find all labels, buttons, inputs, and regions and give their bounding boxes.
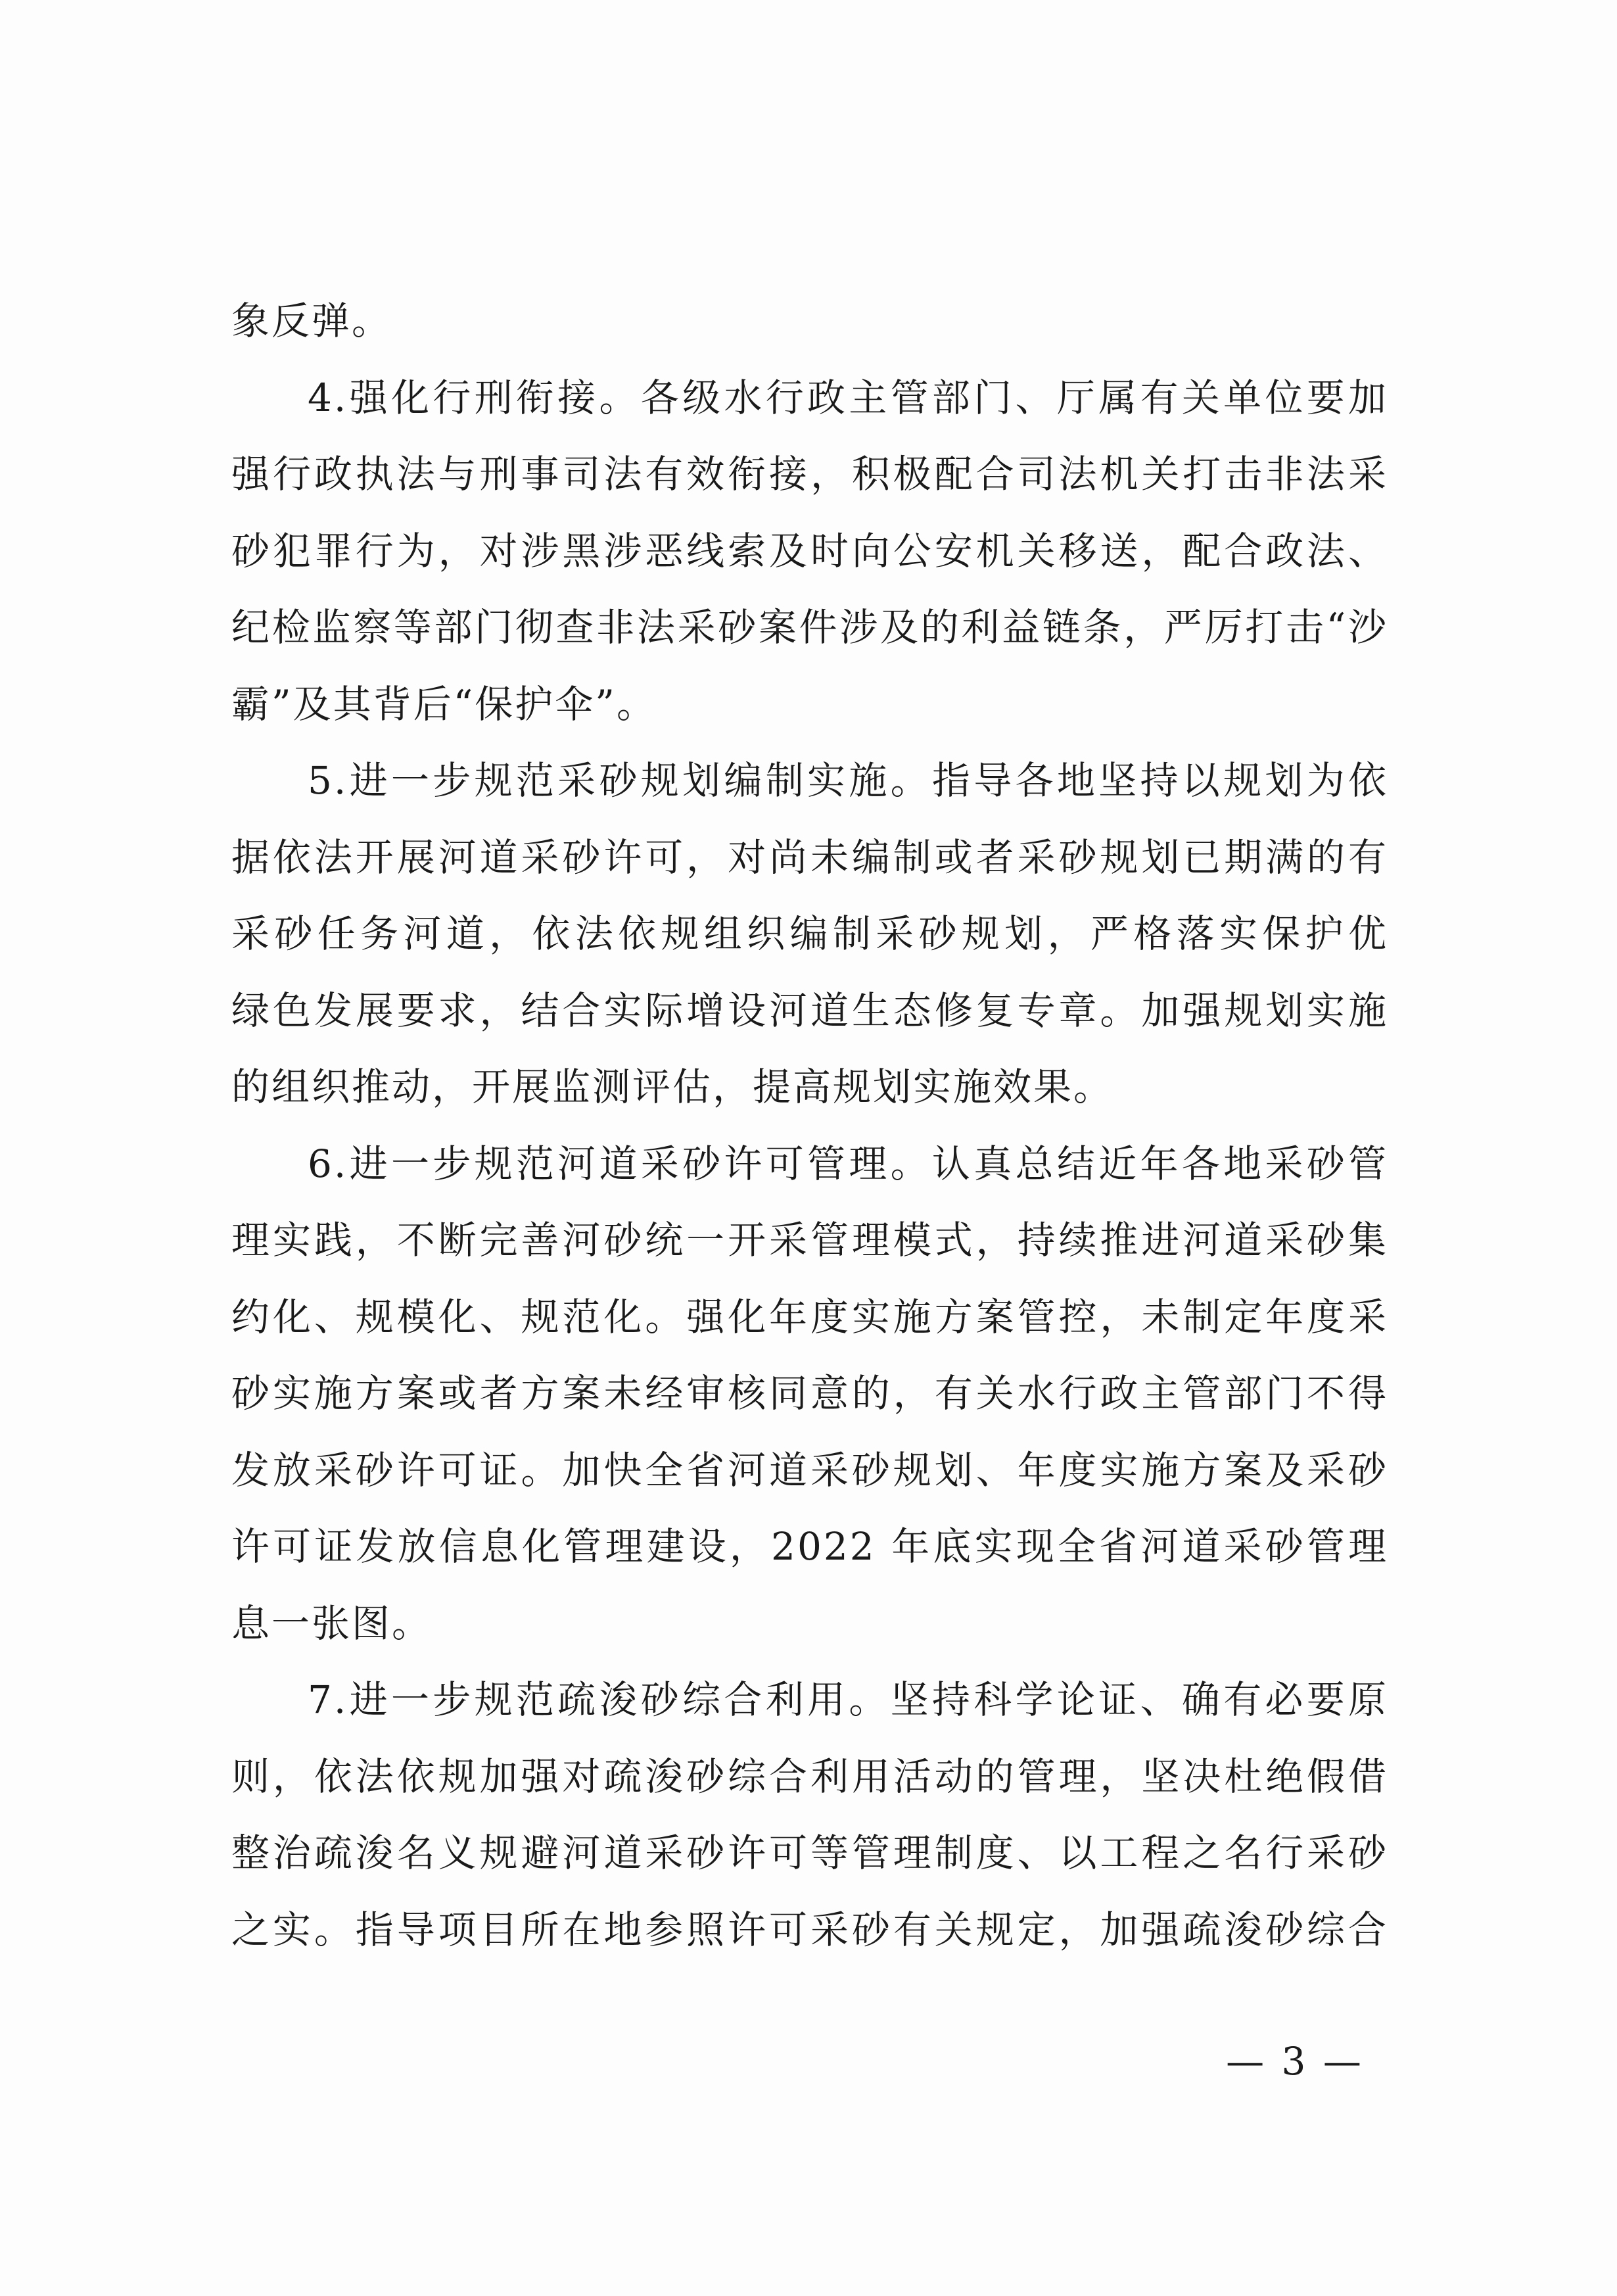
text-line: 据依法开展河道采砂许可，对尚未编制或者采砂规划已期满的有 bbox=[231, 834, 1388, 880]
text-line: 采砂任务河道，依法依规组织编制采砂规划，严格落实保护优 bbox=[231, 911, 1388, 956]
text-line: 绿色发展要求，结合实际增设河道生态修复专章。加强规划实施 bbox=[231, 988, 1388, 1033]
text-line: 则，依法依规加强对疏浚砂综合利用活动的管理，坚决杜绝假借 bbox=[231, 1754, 1388, 1799]
text-line: 砂实施方案或者方案未经审核同意的，有关水行政主管部门不得 bbox=[231, 1371, 1388, 1416]
text-line: 理实践，不断完善河砂统一开采管理模式，持续推进河道采砂集 bbox=[231, 1218, 1388, 1262]
text-line: 之实。指导项目所在地参照许可采砂有关规定，加强疏浚砂综合 bbox=[231, 1907, 1388, 1952]
text-line: 纪检监察等部门彻查非法采砂案件涉及的利益链条，严厉打击“沙 bbox=[231, 605, 1388, 650]
text-line: 象反弹。 bbox=[231, 299, 392, 343]
text-line: 霸”及其背后“保护伞”。 bbox=[231, 681, 657, 727]
text-line: 息一张图。 bbox=[231, 1600, 433, 1646]
text-line: 约化、规模化、规范化。强化年度实施方案管控，未制定年度采 bbox=[231, 1294, 1388, 1339]
text-line: 发放采砂许可证。加快全省河道采砂规划、年度实施方案及采砂 bbox=[231, 1447, 1388, 1493]
text-line: 整治疏浚名义规避河道采砂许可等管理制度、以工程之名行采砂 bbox=[231, 1830, 1388, 1875]
text-line: 6.进一步规范河道采砂许可管理。认真总结近年各地采砂管 bbox=[308, 1141, 1388, 1186]
text-line: 4.强化行刑衔接。各级水行政主管部门、厅属有关单位要加 bbox=[308, 375, 1388, 420]
text-line: 砂犯罪行为，对涉黑涉恶线索及时向公安机关移送，配合政法、 bbox=[231, 528, 1388, 573]
text-line: 5.进一步规范采砂规划编制实施。指导各地坚持以规划为依 bbox=[308, 758, 1388, 803]
page-number: — 3 — bbox=[1226, 2039, 1364, 2084]
text-line: 的组织推动，开展监测评估，提高规划实施效果。 bbox=[231, 1064, 1114, 1109]
text-line: 强行政执法与刑事司法有效衔接，积极配合司法机关打击非法采 bbox=[231, 452, 1388, 496]
body-text bbox=[231, 283, 1388, 1968]
text-line: 许可证发放信息化管理建设，2022 年底实现全省河道采砂管理 bbox=[231, 1524, 1388, 1569]
text-line: 7.进一步规范疏浚砂综合利用。坚持科学论证、确有必要原 bbox=[308, 1677, 1388, 1722]
